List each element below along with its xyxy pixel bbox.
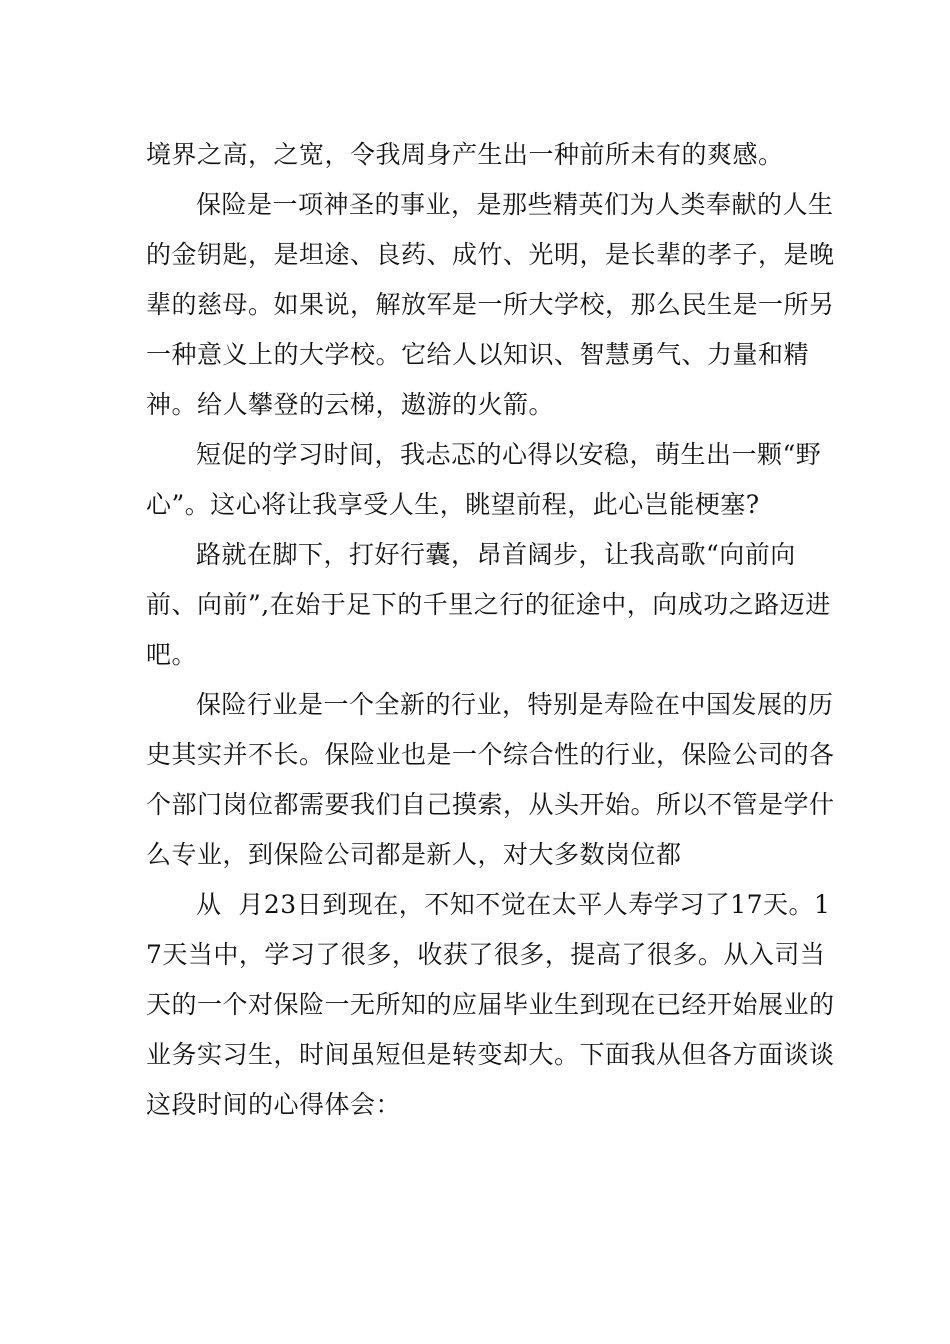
paragraph-5: 保险行业是一个全新的行业，特别是寿险在中国发展的历史其实并不长。保险业也是一个综合性的行业，保险公司的各个部门岗位都需要我们自己摸索，从头开始。所以不管是学什么专业，到保险公司都是新人，对大多数岗位都	[146, 690, 835, 869]
paragraph-6: 从 月23日到现在，不知不觉在太平人寿学习了17天。17天当中，学习了很多，收获了很多，提高了很多。从入司当天的一个对保险一无所知的应届毕业生到现在已经开始展业的业务实习生，时间虽短但是转变却大。下面我从但各方面谈谈这段时间的心得体会：	[146, 890, 835, 1119]
paragraph-3: 短促的学习时间，我忐忑的心得以安稳，萌生出一颗“野心”。这心将让我享受人生，眺望前程，此心岂能梗塞?	[146, 440, 822, 519]
paragraph-2: 保险是一项神圣的事业，是那些精英们为人类奉献的人生的金钥匙，是坦途、良药、成竹、光明，是长辈的孝子，是晚辈的慈母。如果说，解放军是一所大学校，那么民生是一所另一种意义上的大学校。它给人以知识、智慧勇气、力量和精神。给人攀登的云梯，遨游的火箭。	[146, 190, 835, 419]
paragraph-4: 路就在脚下，打好行囊，昂首阔步，让我高歌“向前向前、向前”,在始于足下的千里之行的征途中，向成功之路迈进吧。	[146, 540, 831, 669]
paragraph-1: 境界之高，之宽，令我周身产生出一种前所未有的爽感。	[146, 140, 784, 169]
document-body	[146, 130, 836, 1130]
